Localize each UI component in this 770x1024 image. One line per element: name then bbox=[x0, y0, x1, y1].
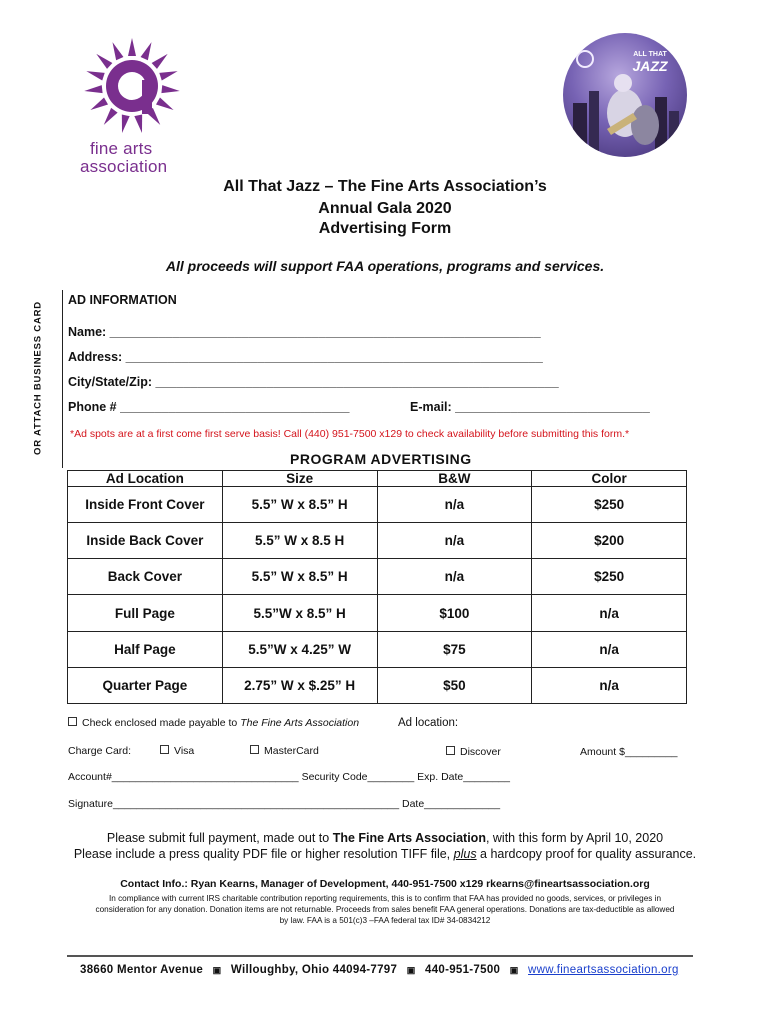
column-header: Size bbox=[222, 471, 377, 487]
visa-checkbox[interactable] bbox=[160, 745, 169, 754]
attach-business-card-label: OR ATTACH BUSINESS CARD bbox=[32, 301, 44, 455]
page-subtitle: All proceeds will support FAA operations, programs and services. bbox=[165, 258, 605, 274]
bw-price-cell: n/a bbox=[377, 487, 532, 523]
check-payee: The Fine Arts Association bbox=[240, 717, 360, 729]
size-cell: 5.5” W x 8.5 H bbox=[222, 523, 377, 559]
table-row bbox=[68, 523, 687, 559]
ad-location-cell: Inside Back Cover bbox=[68, 523, 223, 559]
ad-pricing-table bbox=[67, 470, 687, 704]
bw-price-cell: n/a bbox=[377, 523, 532, 559]
column-header: Color bbox=[532, 471, 687, 487]
irs-disclaimer bbox=[0, 893, 770, 926]
visa-option[interactable] bbox=[160, 745, 194, 757]
footer-address: 38660 Mentor Avenue bbox=[80, 964, 204, 976]
table-row bbox=[68, 631, 687, 667]
bw-price-cell: $100 bbox=[377, 595, 532, 631]
ad-info-heading: AD INFORMATION bbox=[68, 293, 177, 307]
column-header: Ad Location bbox=[68, 471, 223, 487]
color-price-cell: n/a bbox=[532, 595, 687, 631]
submission-instructions-line1 bbox=[0, 831, 770, 845]
size-cell: 5.5” W x 8.5” H bbox=[222, 487, 377, 523]
disclaimer-line2: consideration for any donation. Donation items are not returnable. Proceeds from sales benefit FAA general operations. Donations are tax-deductible as allowed bbox=[95, 905, 675, 914]
column-header: B&W bbox=[377, 471, 532, 487]
contact-info: Contact Info.: Ryan Kearns, Manager of Development, 440-951-7500 x129 rkearns@fineartsassociation.org bbox=[120, 878, 650, 890]
instr-line1-post: , with this form by April 10, 2020 bbox=[485, 831, 664, 845]
page-title-line3: Advertising Form bbox=[318, 220, 452, 237]
bullet-icon: ▣ bbox=[509, 965, 519, 975]
business-card-divider bbox=[62, 290, 63, 468]
footer-city: Willoughby, Ohio 44094-7797 bbox=[230, 964, 398, 976]
bullet-icon: ▣ bbox=[212, 965, 222, 975]
ad-location-cell: Back Cover bbox=[68, 559, 223, 595]
logo-text-line2: association bbox=[80, 157, 168, 176]
signature-date-fields[interactable]: Signature_________________________________________________ Date_____________ bbox=[68, 798, 501, 810]
ad-location-cell: Half Page bbox=[68, 631, 223, 667]
bw-price-cell: n/a bbox=[377, 559, 532, 595]
faa-logo bbox=[80, 36, 190, 176]
sunburst-logo-icon bbox=[82, 36, 182, 136]
visa-label: Visa bbox=[174, 745, 195, 757]
instr-line1-bold: The Fine Arts Association bbox=[332, 831, 486, 845]
logo-text-line1: fine arts bbox=[90, 139, 153, 158]
table-row bbox=[68, 595, 687, 631]
address-field[interactable]: Address: ____________________________________________________________ bbox=[68, 350, 543, 364]
table-row bbox=[68, 667, 687, 703]
page-title-line2: Annual Gala 2020 bbox=[318, 200, 452, 217]
charge-card-label: Charge Card: bbox=[68, 745, 132, 757]
badge-label-top: ALL THAT bbox=[633, 51, 667, 58]
check-enclosed-option[interactable] bbox=[68, 717, 359, 729]
size-cell: 5.5” W x 8.5” H bbox=[222, 559, 377, 595]
city-state-zip-field[interactable]: City/State/Zip: __________________________________________________________ bbox=[68, 375, 559, 389]
mastercard-label: MasterCard bbox=[264, 745, 319, 757]
disclaimer-line1: In compliance with current IRS charitable contribution reporting requirements, this is to confirm that FAA has provided no goods, services, or privileges in bbox=[108, 894, 661, 903]
color-price-cell: $250 bbox=[532, 559, 687, 595]
page-title-line1: All That Jazz – The Fine Arts Association’s bbox=[223, 178, 547, 195]
color-price-cell: $200 bbox=[532, 523, 687, 559]
color-price-cell: $250 bbox=[532, 487, 687, 523]
ad-location-field[interactable]: Ad location: bbox=[398, 717, 459, 729]
availability-note: *Ad spots are at a first come first serve basis! Call (440) 951-7500 x129 to check availability before submitting this form.* bbox=[70, 428, 630, 440]
jazz-gala-badge bbox=[563, 33, 687, 157]
footer-phone: 440-951-7500 bbox=[425, 964, 501, 976]
name-field[interactable]: Name: ______________________________________________________________ bbox=[68, 325, 541, 339]
bullet-icon: ▣ bbox=[406, 965, 416, 975]
disclaimer-line3: by law. FAA is a 501(c)3 –FAA federal tax ID# 34-0834212 bbox=[279, 916, 491, 925]
bw-price-cell: $75 bbox=[377, 631, 532, 667]
color-price-cell: n/a bbox=[532, 631, 687, 667]
size-cell: 2.75” W x $.25” H bbox=[222, 667, 377, 703]
table-row bbox=[68, 487, 687, 523]
table-header-row bbox=[68, 471, 687, 487]
instr-line1-pre: Please submit full payment, made out to bbox=[106, 831, 333, 845]
submission-instructions-line2 bbox=[0, 847, 770, 861]
badge-label-main: JAZZ bbox=[632, 58, 668, 74]
footer-divider bbox=[67, 955, 693, 957]
bw-price-cell: $50 bbox=[377, 667, 532, 703]
account-security-expiry-fields[interactable]: Account#________________________________ Security Code________ Exp. Date________ bbox=[68, 771, 510, 783]
ad-location-cell: Quarter Page bbox=[68, 667, 223, 703]
ad-location-cell: Full Page bbox=[68, 595, 223, 631]
check-enclosed-label: Check enclosed made payable to bbox=[82, 717, 241, 729]
discover-label: Discover bbox=[460, 746, 501, 758]
check-enclosed-checkbox[interactable] bbox=[68, 717, 77, 726]
footer-address-bar bbox=[80, 964, 679, 976]
color-price-cell: n/a bbox=[532, 667, 687, 703]
size-cell: 5.5”W x 8.5” H bbox=[222, 595, 377, 631]
instr-line2-post: a hardcopy proof for quality assurance. bbox=[476, 847, 697, 861]
program-advertising-heading: PROGRAM ADVERTISING bbox=[290, 451, 472, 467]
table-row bbox=[68, 559, 687, 595]
instr-line2-emphasis: plus bbox=[453, 847, 477, 861]
discover-option[interactable] bbox=[446, 746, 501, 758]
email-field[interactable]: E-mail: ____________________________ bbox=[410, 400, 650, 414]
discover-checkbox[interactable] bbox=[446, 746, 455, 755]
footer-website-link[interactable]: www.fineartsassociation.org bbox=[528, 964, 679, 976]
amount-field[interactable]: Amount $_________ bbox=[580, 746, 678, 758]
size-cell: 5.5”W x 4.25” W bbox=[222, 631, 377, 667]
phone-field[interactable]: Phone # _________________________________ bbox=[68, 400, 350, 414]
ad-location-cell: Inside Front Cover bbox=[68, 487, 223, 523]
mastercard-option[interactable] bbox=[250, 745, 319, 757]
mastercard-checkbox[interactable] bbox=[250, 745, 259, 754]
instr-line2-pre: Please include a press quality PDF file or higher resolution TIFF file, bbox=[73, 847, 454, 861]
